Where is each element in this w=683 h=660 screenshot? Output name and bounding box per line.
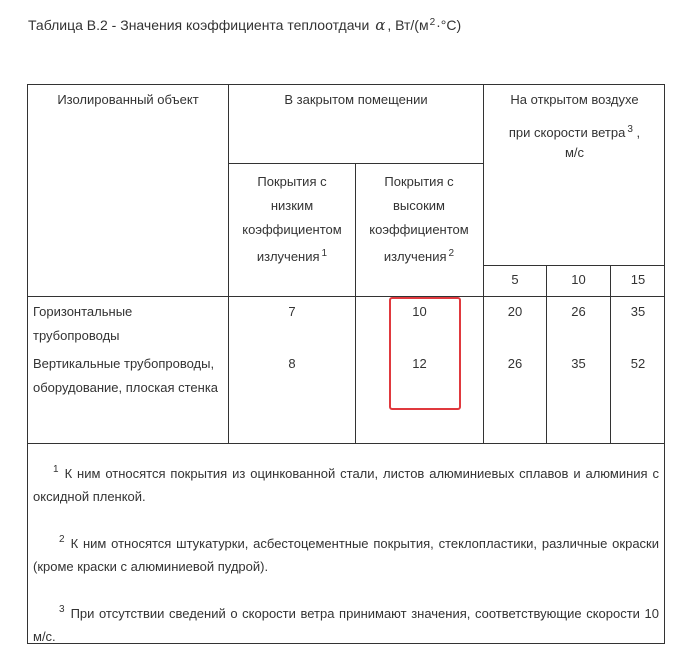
- footnote-3-text: При отсутствии сведений о скорости ветра принимают значения, соответствующие скорости 10 м/с.: [33, 606, 659, 644]
- header-indoor: В закрытом помещении: [284, 92, 428, 107]
- header-high-emission-text: Покрытия с высоким коэффициентом излучения: [369, 174, 469, 264]
- row-2-wind-10: 35: [571, 356, 586, 371]
- footnote-1: [33, 458, 659, 508]
- row-1-wind-10: 26: [571, 304, 586, 319]
- row-1-wind-15: 35: [630, 304, 646, 319]
- row-1-high: 10: [412, 304, 427, 319]
- footnote-ref-2: 2: [448, 248, 455, 259]
- highlight-box: [389, 297, 461, 410]
- header-wind-5: 5: [511, 272, 519, 287]
- row-2-high: 12: [412, 356, 427, 371]
- header-outdoor-line1: На открытом воздухе: [510, 92, 639, 107]
- header-outdoor-unit: м/с: [564, 145, 585, 160]
- caption-unit: , Вт/(м: [387, 17, 429, 33]
- footnote-ref-1: 1: [321, 248, 328, 259]
- header-low-emission: [236, 170, 348, 269]
- footnote-3: [33, 598, 659, 648]
- alpha-symbol: α: [375, 16, 386, 34]
- row-2-object: Вертикальные трубопроводы, оборудование, плоская стенка: [33, 356, 219, 395]
- grid-line: [27, 443, 665, 444]
- grid-line: [228, 163, 483, 164]
- header-wind-10: 10: [571, 272, 586, 287]
- header-outdoor-tail: ,: [632, 125, 641, 140]
- header-outdoor-text: при скорости ветра: [508, 125, 626, 140]
- footnote-1-mark: 1: [53, 464, 59, 475]
- row-2-wind-15: 52: [630, 356, 646, 371]
- caption-unit-sup: 2: [429, 17, 436, 28]
- row-2-wind-5: 26: [507, 356, 523, 371]
- grid-line: [27, 296, 665, 297]
- row-1-low: 7: [288, 304, 296, 319]
- row-2-low: 8: [288, 356, 296, 371]
- caption-text: Таблица В.2 - Значения коэффициента теплоотдачи: [28, 17, 370, 33]
- footnote-2-mark: 2: [59, 534, 65, 545]
- header-wind-15: 15: [630, 272, 646, 287]
- footnote-2: [33, 528, 659, 578]
- row-1-wind-5: 20: [507, 304, 523, 319]
- footnote-1-text: К ним относятся покрытия из оцинкованной стали, листов алюминиевых сплавов и алюминия с оксидной пленкой.: [33, 466, 659, 504]
- header-outdoor: [484, 88, 665, 165]
- caption-unit-tail: ·°C): [436, 17, 462, 33]
- header-low-emission-text: Покрытия с низким коэффициентом излучения: [242, 174, 342, 264]
- footnote-2-text: К ним относятся штукатурки, асбестоцементные покрытия, стеклопластики, различные окраски (кроме краски с алюминиевой пудрой).: [33, 536, 659, 574]
- footnote-3-mark: 3: [59, 604, 65, 615]
- row-1-object: Горизонтальные трубопроводы: [33, 304, 133, 343]
- grid-line: [228, 84, 229, 444]
- footnote-ref-3: 3: [627, 124, 633, 135]
- header-high-emission: [362, 170, 476, 269]
- header-object: Изолированный объект: [57, 92, 199, 107]
- table-caption: [28, 13, 461, 35]
- grid-line: [483, 265, 665, 266]
